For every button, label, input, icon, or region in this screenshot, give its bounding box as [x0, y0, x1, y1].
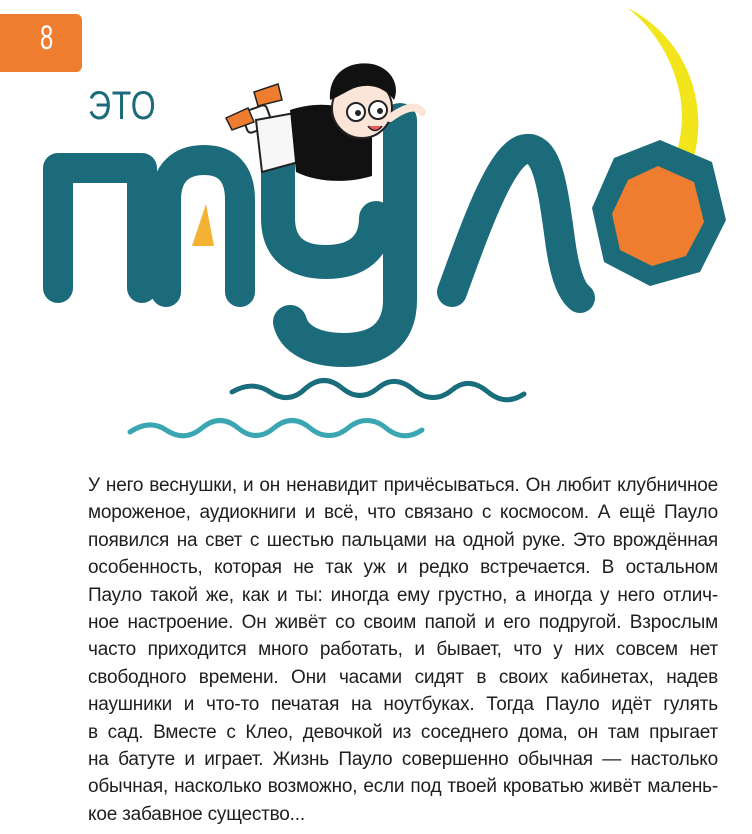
body-line: свободного времени. Они часами сидят в своих кабинетах, надев [88, 666, 718, 688]
body-line: особенность, которая не так уж и редко встречается. В остальном [88, 557, 718, 579]
body-line: наушники и что-то печатая на ноутбуках. Тогда Пауло идёт гулять [88, 694, 718, 716]
body-line: появился на свет с шестью пальцами на одной руке. Это врождённая [88, 529, 718, 551]
body-line: обычная, насколько возможно, если под твоей кроватью живёт малень- [88, 776, 718, 798]
body-line: У него веснушки, и он ненавидит причёсываться. Он любит клубничное [88, 475, 718, 496]
letter-p [58, 168, 142, 288]
letter-a [166, 160, 240, 292]
body-line: мороженое, аудиокниги и всё, что связано с космосом. А ещё Пауло [88, 502, 718, 524]
wave-lines-icon [130, 381, 524, 436]
body-line: часто приходится много работать, и бывает, что у них совсем нет [88, 639, 718, 661]
body-line: на батуте и играет. Жизнь Пауло совершенно обычная — настолько [88, 748, 718, 770]
letter-o [592, 140, 726, 286]
body-paragraph [88, 472, 718, 828]
body-line: Пауло такой же, как и ты: иногда ему грустно, а иногда у него отлич- [88, 584, 718, 606]
page-number: 8 [40, 19, 54, 57]
body-line: ное настроение. Он живёт со своим папой и его подругой. Взрослым [88, 611, 718, 633]
letter-l [452, 149, 580, 298]
intro-word: ЭТО [88, 84, 157, 128]
body-line: в сад. Вместе с Клео, девочкой из соседнего дома, он там прыгает [88, 721, 718, 743]
body-line: кое забавное существо... [88, 803, 305, 825]
